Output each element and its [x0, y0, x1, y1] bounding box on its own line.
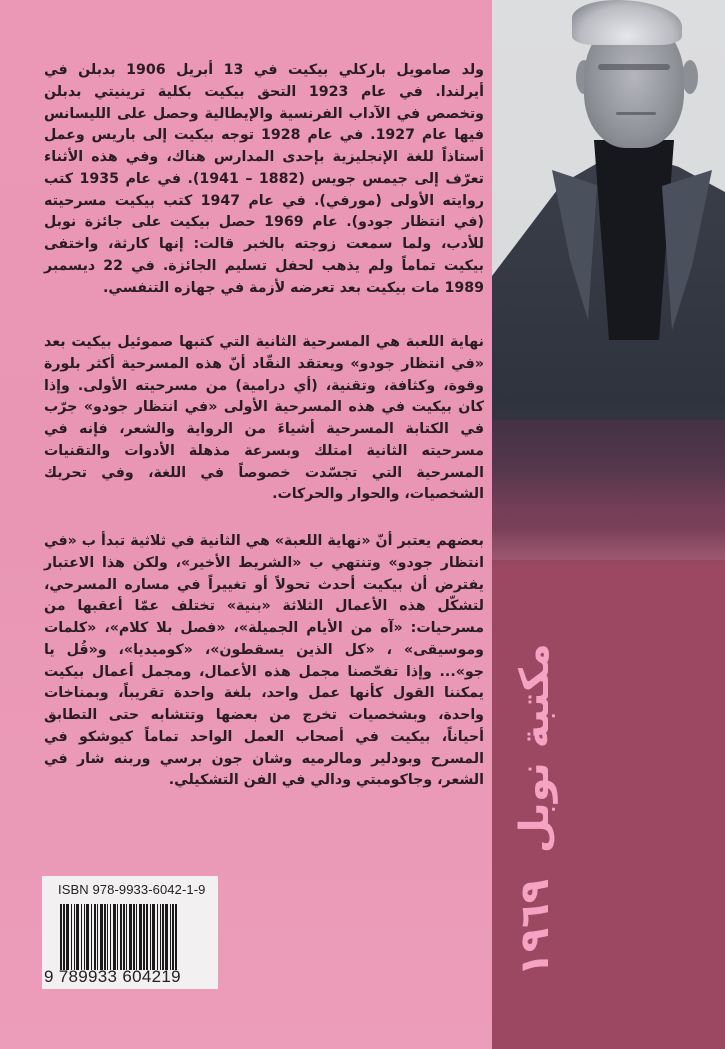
- blurb-text: [44, 60, 484, 792]
- series-year: ١٩٦٩: [512, 879, 558, 977]
- author-mouth: [616, 112, 656, 115]
- author-brow: [598, 64, 670, 70]
- photo-fade: [492, 470, 725, 610]
- author-ear-right: [682, 60, 698, 94]
- barcode-bars: [60, 904, 218, 970]
- isbn-barcode: [42, 876, 218, 989]
- author-hair: [572, 0, 682, 45]
- ean-digits: 9 789933 604219: [44, 967, 181, 986]
- series-title-vertical: [505, 600, 565, 1020]
- blurb-paragraph-biography: ولد صامويل باركلي بيكيت في 13 أبريل 1906 بدبلن في أيرلندا. في عام 1923 التحق بيكيت بكلية ترينيتي بدبلن وتخصص في الآداب الفرنسية والإيطالية وحصل على الليسانس فيها عام 1927. في عام 1928 توجه بيكيت إلى باريس وعمل أستاذاً للغة الإنجليزية بإحدى المدارس هناك، وفي هذه الأثناء تعرّف إلى جيمس جويس (1882 – 1941). في عام 1935 كتب روايته الأولى (مورفي). في عام 1947 كتب بيكيت مسرحيته (في انتظار جودو). عام 1969 حصل بيكيت على جائزة نوبل للأدب، ولما سمعت زوجته بالخبر قالت: إنها كارثة، واختفى بيكيت تماماً ولم يذهب لحفل تسليم الجائزة. في 22 ديسمبر 1989 مات بيكيت بعد تعرضه لأزمة في جهازه التنفسي.: [44, 62, 484, 296]
- blurb-paragraph-trilogy: بعضهم يعتبر أنّ «نهاية اللعبة» هي الثانية في ثلاثية تبدأ ب «في انتظار جودو» وتنتهي ب «الشريط الأخير»، ولكن هذا الاعتبار يفترض أن بيكيت أحدث تحولاً أو تغييراً في مساره المسرحي، لتشكّل هذه الأعمال الثلاثة «بنية» تختلف عمّا أعقبها من مسرحيات: «آه من الأيام الجميلة»، «فصل بلا كلام»، «كلمات وموسيقى» ، «كل الذين يسقطون»، «كوميديا»، و«قُل يا جو»... وإذا تفحّصنا مجمل هذه الأعمال، ومجمل أعمال بيكيت يمكننا القول كأنها عمل واحد، بلغة واحدة تقريباً، وبمناخات واحدة، وبشخصيات تخرج من بعضها وتتشابه حتى التطابق أحياناً، بيكيت في أصحاب العمل الواحد تماماً كيوشكو في المسرح وبودلير ومالرميه وشان جون برسي وربنه شار في الشعر، وجاكومبتي ودالي في الفن التشكيلي.: [44, 533, 484, 789]
- isbn-label: ISBN 978-9933-6042-1-9: [58, 882, 206, 897]
- blurb-paragraph-endgame: نهاية اللعبة هي المسرحية الثانية التي كتبها صموئيل بيكيت بعد «في انتظار جودو» ويعتقد النقّاد أنّ هذه المسرحية أكثر بلورة وقوة، وكثافة، وتقنية، (أي درامية) من مسرحيته الأولى. وإذا كان بيكيت في هذه المسرحية الأولى «في انتظار جودو» جرّب في الكتابة المسرحية أشياءَ من الرواية والشعر، فإنه في مسرحيته الثانية امتلك وبسرعة مذهلة الأدوات والتقنيات المسرحية التي تجسّدت خصوصاً في اللغة، وفي تحريك الشخصيات، والحوار والحركات.: [44, 334, 484, 503]
- series-name: مكتبة نوبل: [512, 643, 558, 854]
